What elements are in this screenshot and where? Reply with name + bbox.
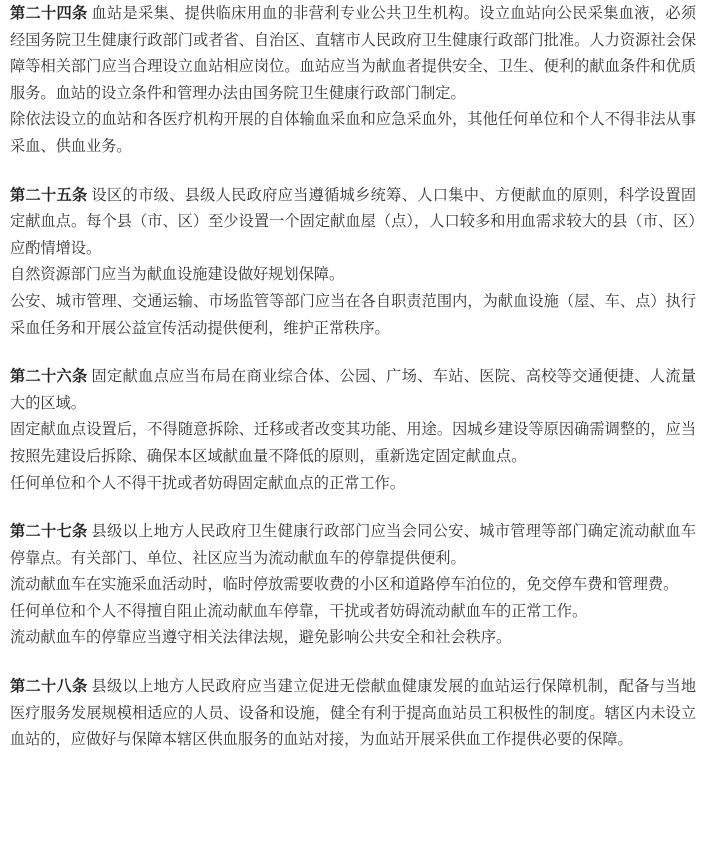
article-number: 第二十四条: [10, 4, 88, 22]
article-number: 第二十七条: [10, 522, 88, 541]
article-27-paragraph-1: [10, 518, 696, 571]
article-27-paragraph-3: 任何单位和个人不得擅自阻止流动献血车停靠，干扰或者妨碍流动献血车的正常工作。: [10, 601, 588, 620]
article-26-paragraph-1: [10, 363, 696, 416]
article-28: [10, 673, 696, 753]
article-24-paragraph-2: 除依法设立的血站和各医疗机构开展的自体输血采血和应急采血外，其他任何单位和个人不得非法从事采血、供血业务。: [10, 110, 696, 155]
article-26-paragraph-2: 固定献血点设置后，不得随意拆除、迁移或者改变其功能、用途。因城乡建设等原因确需调整的，应当按照先建设后拆除、确保本区域献血量不降低的原则，重新选定固定献血点。: [10, 420, 696, 465]
article-number: 第二十八条: [10, 677, 88, 696]
article-26-paragraph-3: 任何单位和个人不得干扰或者妨碍固定献血点的正常工作。: [10, 473, 405, 492]
article-25-paragraph-2: 自然资源部门应当为献血设施建设做好规划保障。: [10, 265, 345, 284]
paragraph-text: 血站是采集、提供临床用血的非营利专业公共卫生机构。设立血站向公民采集血液，必须经国务院卫生健康行政部门或者省、自治区、直辖市人民政府卫生健康行政部门批准。人力资源社会保障等相关部门应当合理设立血站相应岗位。血站应当为献血者提供安全、卫生、便利的献血条件和优质服务。血站的设立条件和管理办法由国务院卫生健康行政部门制定。: [10, 4, 697, 102]
article-25-paragraph-3: 公安、城市管理、交通运输、市场监管等部门应当在各自职责范围内，为献血设施（屋、车、点）执行采血任务和开展公益宣传活动提供便利，维护正常秩序。: [10, 291, 696, 337]
paragraph-text: 县级以上地方人民政府卫生健康行政部门应当会同公安、城市管理等部门确定流动献血车停靠点。有关部门、单位、社区应当为流动献血车的停靠提供便利。: [10, 522, 697, 567]
article-26: [10, 363, 696, 496]
article-25: [10, 182, 696, 342]
article-number: 第二十六条: [10, 367, 88, 386]
article-27-paragraph-2: 流动献血车在实施采血活动时，临时停放需要收费的小区和道路停车泊位的，免交停车费和管理费。: [10, 575, 679, 594]
article-number: 第二十五条: [10, 185, 88, 204]
paragraph-text: 县级以上地方人民政府应当建立促进无偿献血健康发展的血站运行保障机制，配备与当地医疗服务发展规模相适应的人员、设备和设施，健全有利于提高血站员工积极性的制度。辖区内未设立血站的，应做好与保障本辖区供血服务的血站对接，为血站开展采供血工作提供必要的保障。: [10, 677, 697, 749]
article-27: [10, 518, 696, 651]
paragraph-text: 设区的市级、县级人民政府应当遵循城乡统筹、人口集中、方便献血的原则，科学设置固定献血点。每个县（市、区）至少设置一个固定献血屋（点），人口较多和用血需求较大的县（市、区）应酌情增设。: [10, 185, 697, 257]
article-24: [10, 0, 696, 160]
article-27-paragraph-4: 流动献血车的停靠应当遵守相关法律法规，避免影响公共安全和社会秩序。: [10, 628, 512, 647]
article-25-paragraph-1: [10, 182, 696, 262]
paragraph-text: 固定献血点应当布局在商业综合体、公园、广场、车站、医院、高校等交通便捷、人流量大的区域。: [10, 367, 697, 412]
article-28-paragraph-1: [10, 673, 696, 753]
article-24-paragraph-1: [10, 0, 696, 106]
